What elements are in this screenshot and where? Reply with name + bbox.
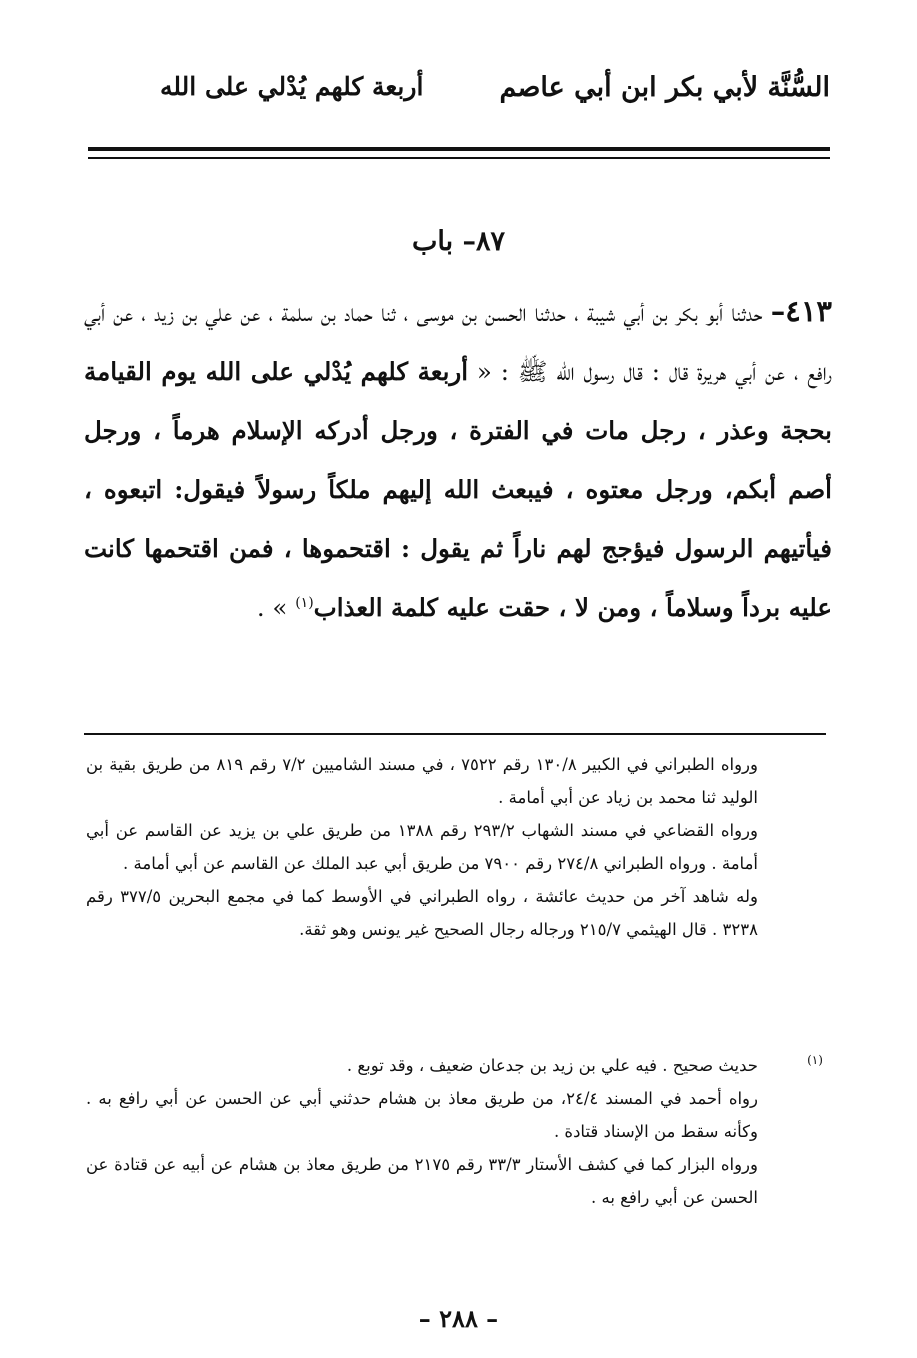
hadith-number: ٤١٣– bbox=[770, 294, 832, 328]
footnotes-continued bbox=[86, 748, 758, 946]
header-rule-thick bbox=[88, 147, 830, 151]
footnote-paragraph: حديث صحيح . فيه علي بن زيد بن جدعان ضعيف ، وقد توبع . bbox=[346, 1056, 758, 1075]
chapter-running-title: أربعة كلهم يُدْلي على الله bbox=[160, 72, 424, 101]
running-header bbox=[88, 72, 830, 122]
footnote-paragraph: ورواه البزار كما في كشف الأستار ٣٣/٣ رقم ٢١٧٥ من طريق معاذ بن هشام عن أبيه عن قتادة عن الحسن عن أبي رافع به . bbox=[86, 1155, 758, 1207]
footnote-separator bbox=[84, 733, 826, 735]
footnote-paragraph: ورواه الطبراني في الكبير ١٣٠/٨ رقم ٧٥٢٢ ، في مسند الشاميين ٧/٢ رقم ٨١٩ من طريق بقية بن الوليد ثنا محمد بن زياد عن أبي أمامة . bbox=[86, 755, 758, 807]
footnote-paragraph: وله شاهد آخر من حديث عائشة ، رواه الطبراني في الأوسط كما في مجمع البحرين ٣٧٧/٥ رقم ٣٢٣٨ . قال الهيثمي ٢١٥/٧ ورجاله رجال الصحيح غير يونس وهو ثقة. bbox=[86, 887, 758, 939]
footnote-paragraph: ورواه القضاعي في مسند الشهاب ٢٩٣/٢ رقم ١٣٨٨ من طريق علي بن يزيد عن القاسم عن أبي أمامة . ورواه الطبراني ٢٧٤/٨ رقم ٧٩٠٠ من طريق أبي عبد الملك عن القاسم عن أبي أمامة . bbox=[86, 821, 758, 873]
footnote-reference: (١) bbox=[295, 594, 314, 611]
footnote-paragraph: رواه أحمد في المسند ٢٤/٤، من طريق معاذ بن هشام حدثني أبي عن الحسن عن أبي رافع به . وكأنه سقط من الإسناد قتادة . bbox=[86, 1089, 758, 1141]
hadith-chain: حدثنا أبو بكر بن أبي شيبة ، حدثنا الحسن بن موسى ، ثنا حماد بن سلمة ، عن علي بن زيد ، عن أبي رافع ، عن أبي هريرة قال : قال رسول الله ﷺ : « bbox=[84, 298, 833, 386]
page-number: – ٢٨٨ – bbox=[418, 1304, 499, 1333]
hadith-matn: أربعة كلهم يُدْلي على الله يوم القيامة بحجة وعذر ، رجل مات في الفترة ، ورجل أدركه الإسلام هرماً ، ورجل أصم أبكم، ورجل معتوه ، فيبعث الله إليهم ملكاً رسولاً فيقول: اتبعوه ، فيأتيهم الرسول فيؤجج لهم ناراً ثم يقول : اقتحموها ، فمن اقتحمها كانت عليه برداً وسلاماً ، ومن لا ، حقت عليه كلمة العذاب bbox=[84, 357, 832, 622]
footnote-marker: (١) bbox=[807, 1053, 823, 1067]
hadith-closing: » . bbox=[256, 593, 296, 622]
book-title: السُّنَّة لأبي بكر ابن أبي عاصم bbox=[499, 72, 830, 103]
hadith-text bbox=[84, 282, 832, 637]
chapter-heading: ٨٧– باب bbox=[411, 226, 506, 257]
footnote-1 bbox=[86, 1049, 758, 1214]
header-rule-thin bbox=[88, 157, 830, 159]
